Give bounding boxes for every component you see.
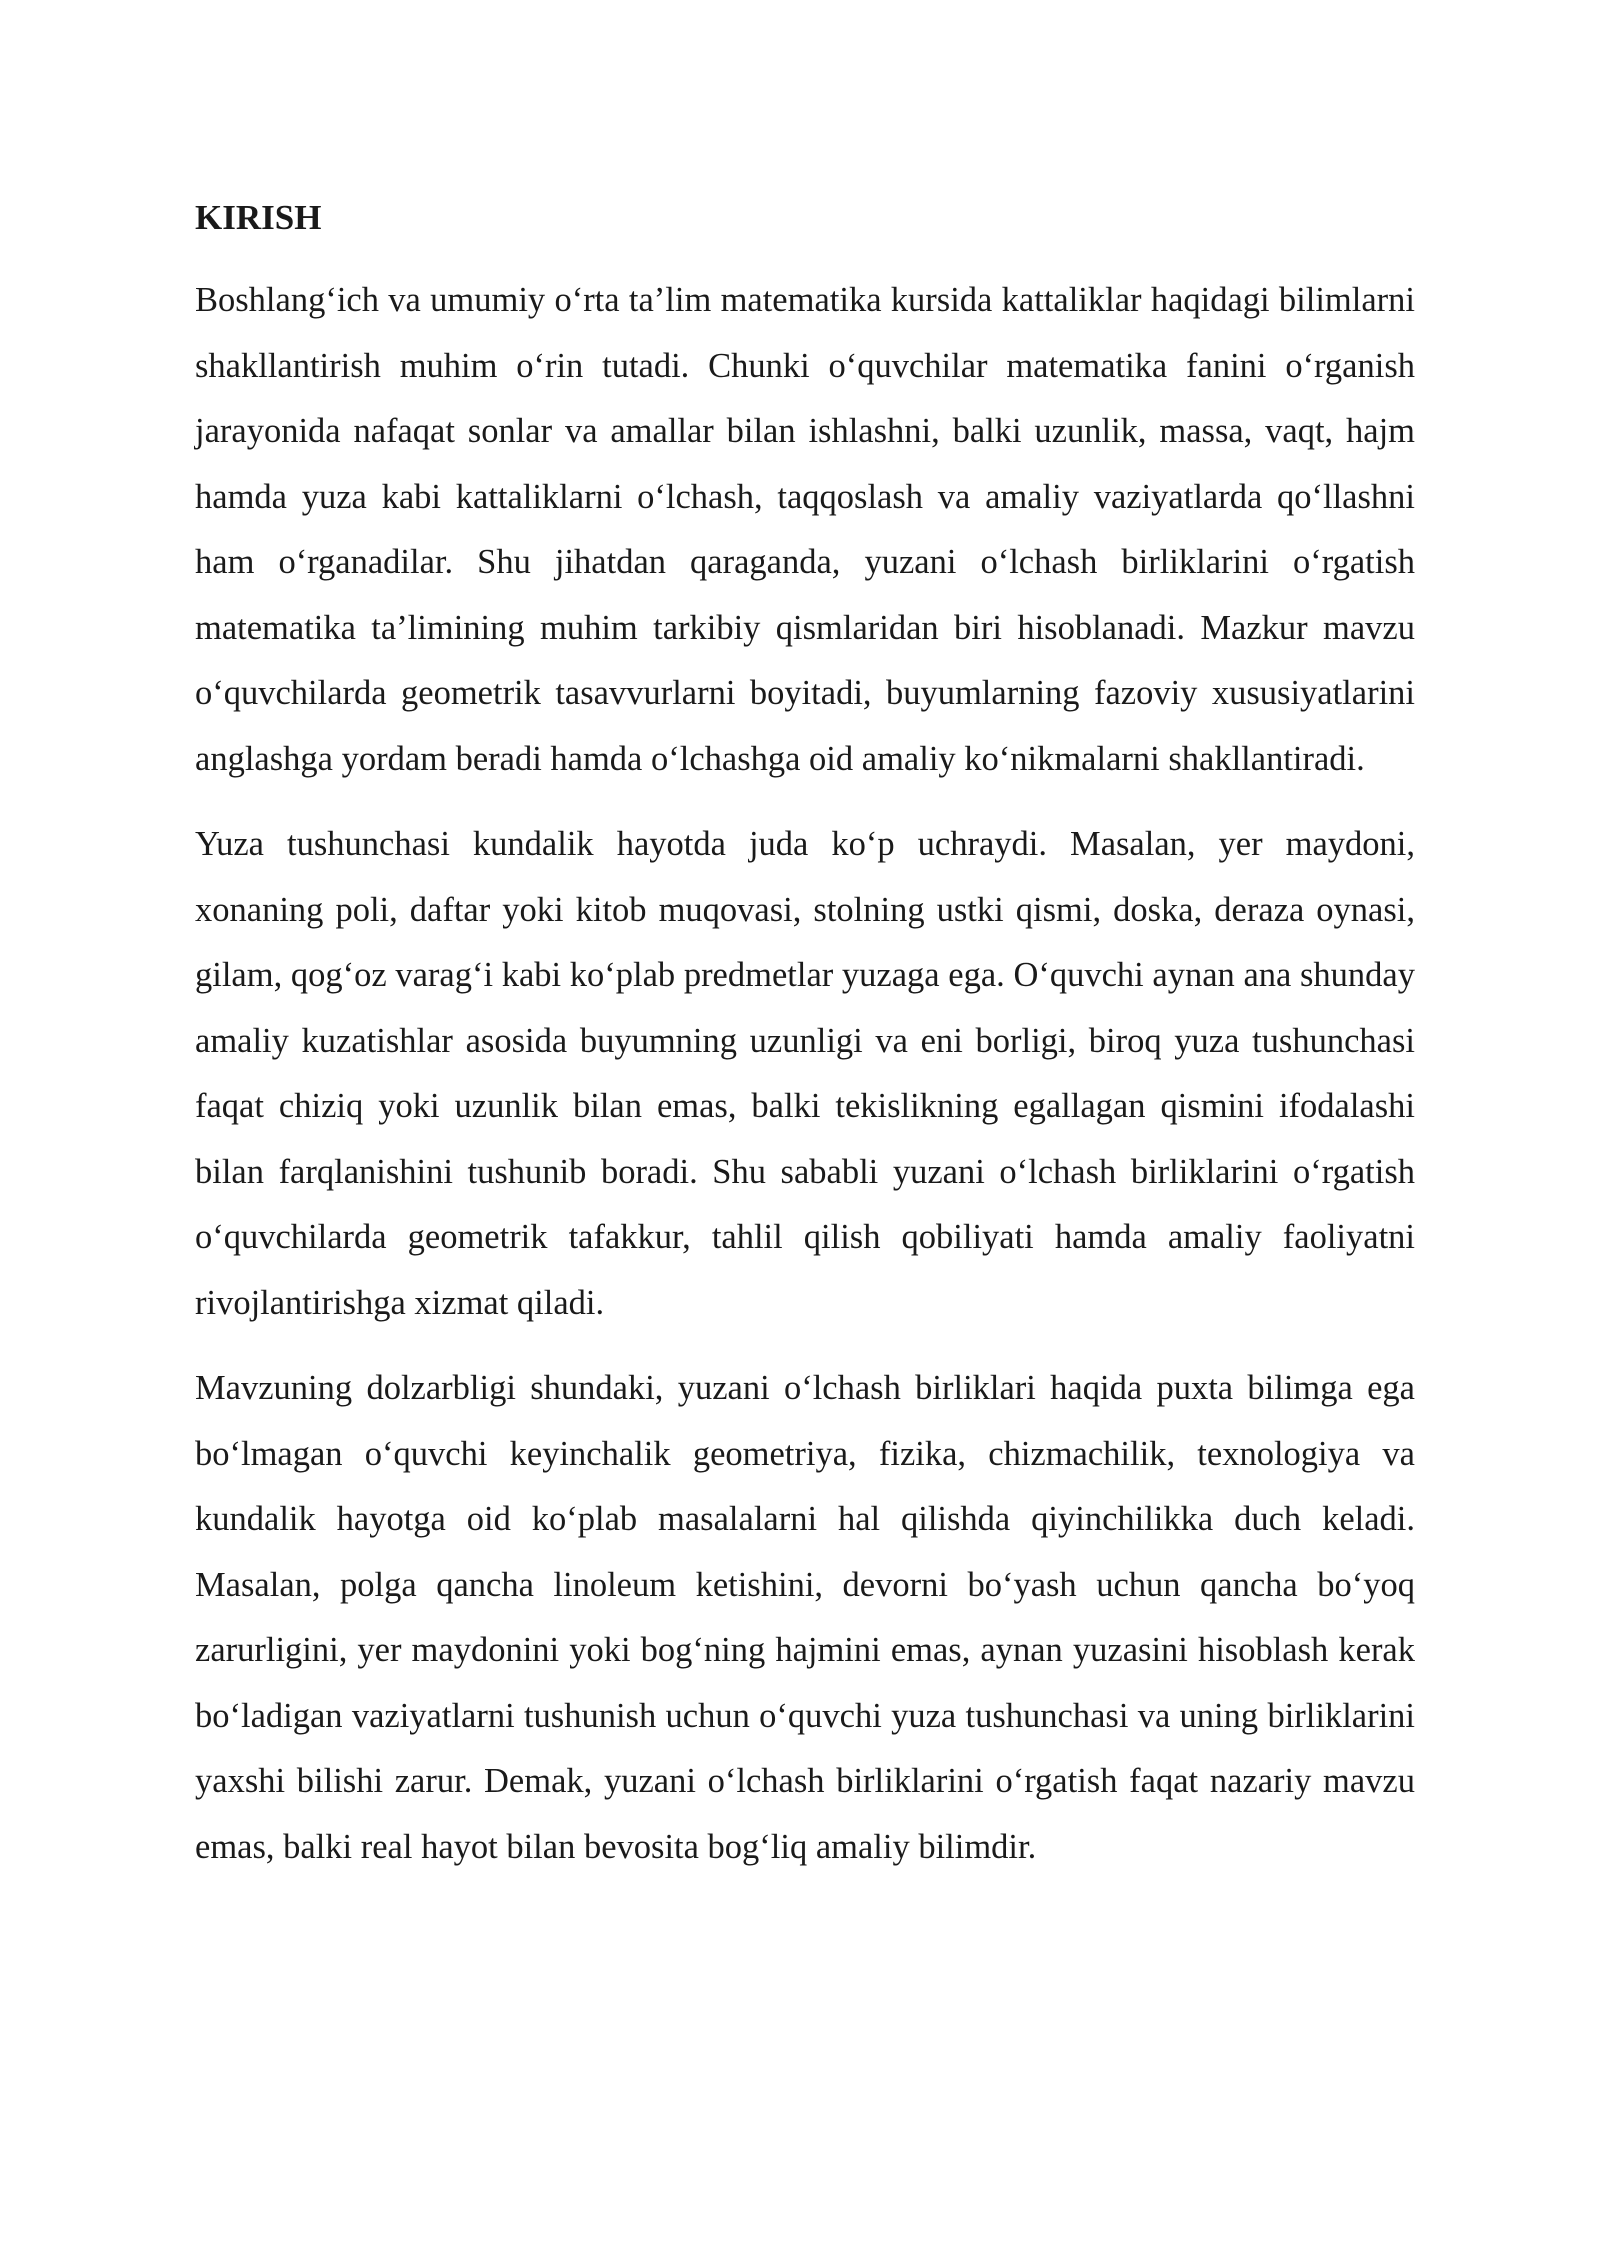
paragraph-relevance: Mavzuning dolzarbligi shundaki, yuzani o‘lchash birliklari haqida puxta bilimga ega bo‘lmagan o‘quvchi keyinchalik geometriya, fizika, chizmachilik, texnologiya va kundalik hayotga oid ko‘plab masalalarni hal qilishda qiyinchilikka duch keladi. Masalan, polga qancha linoleum ketishini, devorni bo‘yash uchun qancha bo‘yoq zarurligini, yer maydonini yoki bog‘ning hajmini emas, aynan yuzasini hisoblash kerak bo‘ladigan vaziyatlarni tushunish uchun o‘quvchi yuza tushunchasi va uning birliklarini yaxshi bilishi zarur. Demak, yuzani o‘lchash birliklarini o‘rgatish faqat nazariy mavzu emas, balki real hayot bilan bevosita bog‘liq amaliy bilimdir. — [195, 1369, 1415, 1866]
document-body — [195, 190, 1415, 1900]
paragraph-intro: Boshlang‘ich va umumiy o‘rta ta’lim matematika kursida kattaliklar haqidagi bilimlarni shakllantirish muhim o‘rin tutadi. Chunki o‘quvchilar matematika fanini o‘rganish jarayonida nafaqat sonlar va amallar bilan ishlashni, balki uzunlik, massa, vaqt, hajm hamda yuza kabi kattaliklarni o‘lchash, taqqoslash va amaliy vaziyatlarda qo‘llashni ham o‘rganadilar. Shu jihatdan qaraganda, yuzani o‘lchash birliklarini o‘rgatish matematika ta’limining muhim tarkibiy qismlaridan biri hisoblanadi. Mazkur mavzu o‘quvchilarda geometrik tasavvurlarni boyitadi, buyumlarning fazoviy xususiyatlarini anglashga yordam beradi hamda o‘lchashga oid amaliy ko‘nikmalarni shakllantiradi. — [195, 281, 1415, 778]
section-heading: KIRISH — [195, 198, 322, 237]
paragraph-area-concept: Yuza tushunchasi kundalik hayotda juda ko‘p uchraydi. Masalan, yer maydoni, xonaning poli, daftar yoki kitob muqovasi, stolning ustki qismi, doska, deraza oynasi, gilam, qog‘oz varag‘i kabi ko‘plab predmetlar yuzaga ega. O‘quvchi aynan ana shunday amaliy kuzatishlar asosida buyumning uzunligi va eni borligi, biroq yuza tushunchasi faqat chiziq yoki uzunlik bilan emas, balki tekislikning egallagan qismini ifodalashi bilan farqlanishini tushunib boradi. Shu sababli yuzani o‘lchash birliklarini o‘rgatish o‘quvchilarda geometrik tafakkur, tahlil qilish qobiliyati hamda amaliy faoliyatni rivojlantirishga xizmat qiladi. — [195, 825, 1415, 1322]
